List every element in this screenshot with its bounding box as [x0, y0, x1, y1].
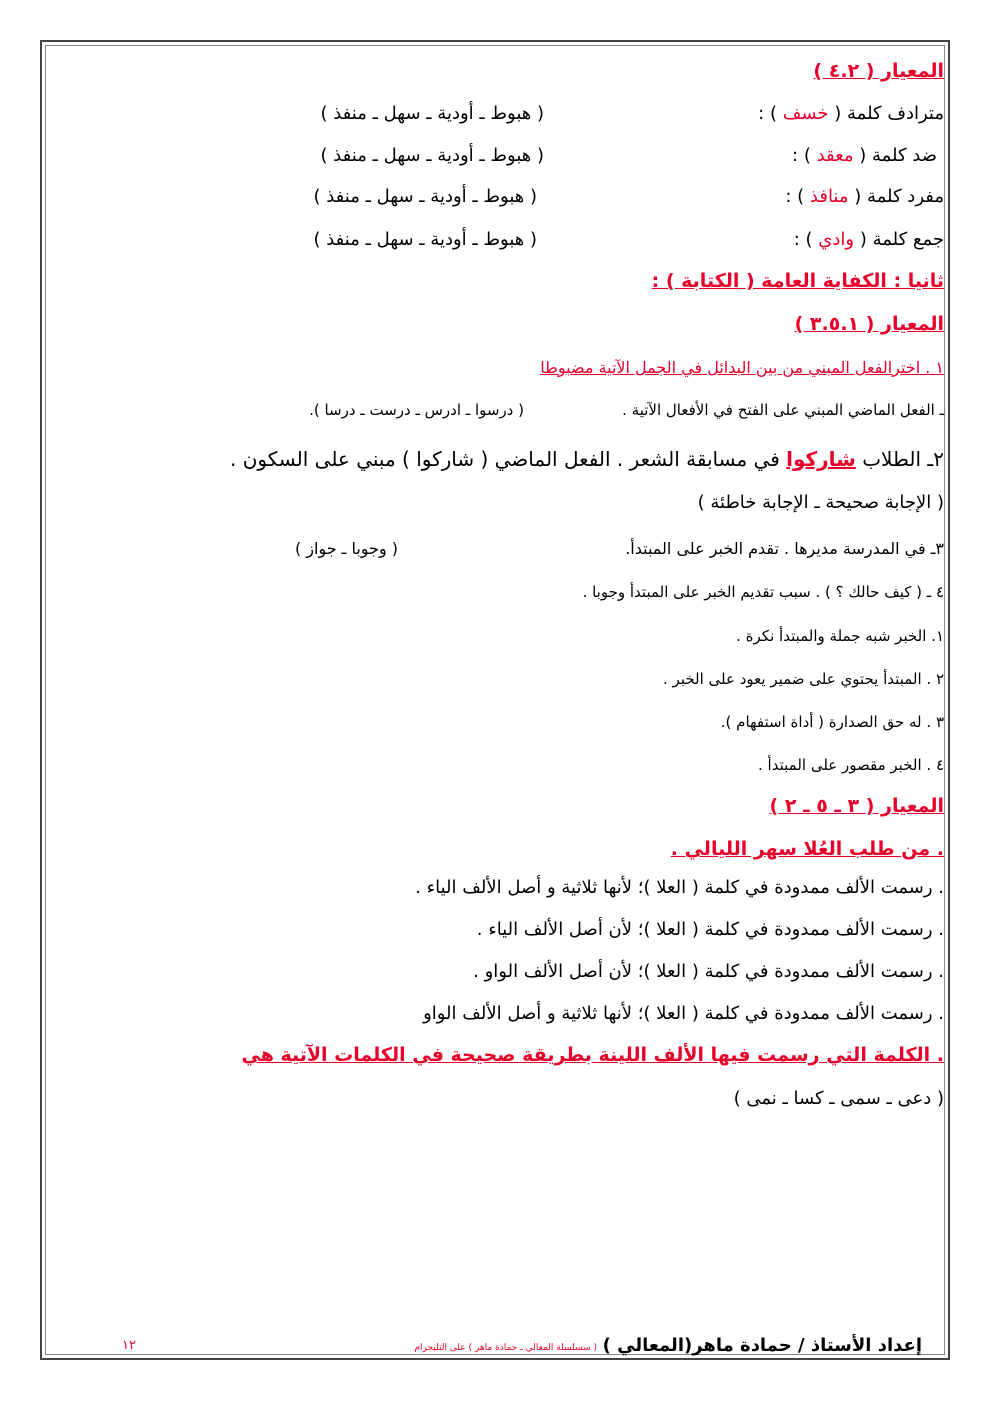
- antonym-question: ضد كلمة ( معقد ) :: [792, 145, 937, 166]
- question-4: ٤ ـ ( كيف حالك ؟ ) . سبب تقديم الخبر على المبتدأ وجوبا .: [582, 583, 944, 601]
- footer-author: إعداد الأستاذ / حمادة ماهر(المعالي ): [602, 1335, 922, 1356]
- synonym-question: مترادف كلمة ( خسف ) :: [758, 103, 944, 124]
- question-1: ـ الفعل الماضي المبني على الفتح في الأفعال الآتية .: [622, 401, 944, 419]
- alif-choice-2: . رسمت الألف ممدودة في كلمة ( العلا )؛ لأن أصل الألف الياء .: [476, 919, 944, 940]
- alif-choice-4: . رسمت الألف ممدودة في كلمة ( العلا )؛ لأنها ثلاثية و أصل الألف الواو: [423, 1003, 944, 1024]
- criterion-heading-2: المعيار ( ٣.٥.١ ): [794, 313, 944, 335]
- plural-options: ( هبوط ـ أودية ـ سهل ـ منفذ ): [313, 229, 537, 250]
- question-2-options: ( الإجابة صحيحة ـ الإجابة خاطئة ): [697, 492, 944, 513]
- alif-question-options: ( دعى ـ سمى ـ كسا ـ نمى ): [733, 1088, 944, 1109]
- instruction: ١ . اخترالفعل المبني من بين البدائل في الجمل الآتية مضبوطا: [540, 358, 944, 377]
- alif-question: . الكلمة التي رسمت فيها الألف اللينة بطريقة صحيحة في الكلمات الآتية هي: [241, 1044, 944, 1066]
- question-3: ٣ـ في المدرسة مديرها . تقدم الخبر على المبتدأ.: [625, 539, 944, 558]
- question-4-choice-3: ٣ . له حق الصدارة ( أداة استفهام ).: [720, 713, 944, 731]
- antonym-options: ( هبوط ـ أودية ـ سهل ـ منفذ ): [320, 145, 544, 166]
- plural-question: جمع كلمة ( وادي ) :: [793, 229, 944, 250]
- singular-question: مفرد كلمة ( منافذ ) :: [785, 186, 944, 207]
- question-3-options: ( وجوبا ـ جواز ): [294, 539, 398, 558]
- criterion-heading-1: المعيار ( ٤.٢ ): [813, 60, 944, 82]
- question-4-choice-4: ٤ . الخبر مقصور على المبتدأ .: [758, 756, 944, 774]
- singular-options: ( هبوط ـ أودية ـ سهل ـ منفذ ): [313, 186, 537, 207]
- question-4-choice-1: ١. الخبر شبه جملة والمبتدأ نكرة .: [736, 627, 944, 645]
- question-1-options: ( درسوا ـ ادرس ـ درست ـ درسا ).: [309, 401, 524, 419]
- question-4-choice-2: ٢ . المبتدأ يحتوي على ضمير يعود على الخبر .: [663, 670, 944, 688]
- alif-choice-3: . رسمت الألف ممدودة في كلمة ( العلا )؛ لأن أصل الألف الواو .: [473, 961, 944, 982]
- footer-series: ( سسلسلة المعالي ـ حمادة ماهر ) على التليجرام: [414, 1343, 597, 1353]
- criterion-heading-3: المعيار ( ٣ ـ ٥ ـ ٢ ): [769, 795, 944, 817]
- verse: . من طلب العُلا سهر الليالي .: [670, 838, 944, 860]
- section-heading-writing: ثانيا : الكفاية العامة ( الكتابة ) :: [651, 270, 944, 292]
- alif-choice-1: . رسمت الألف ممدودة في كلمة ( العلا )؛ لأنها ثلاثية و أصل الألف الياء .: [415, 877, 944, 898]
- question-2: ٢ـ الطلاب شاركوا في مسابقة الشعر . الفعل الماضي ( شاركوا ) مبني على السكون .: [230, 447, 944, 471]
- page-number: ١٢: [122, 1338, 136, 1353]
- synonym-options: ( هبوط ـ أودية ـ سهل ـ منفذ ): [320, 103, 544, 124]
